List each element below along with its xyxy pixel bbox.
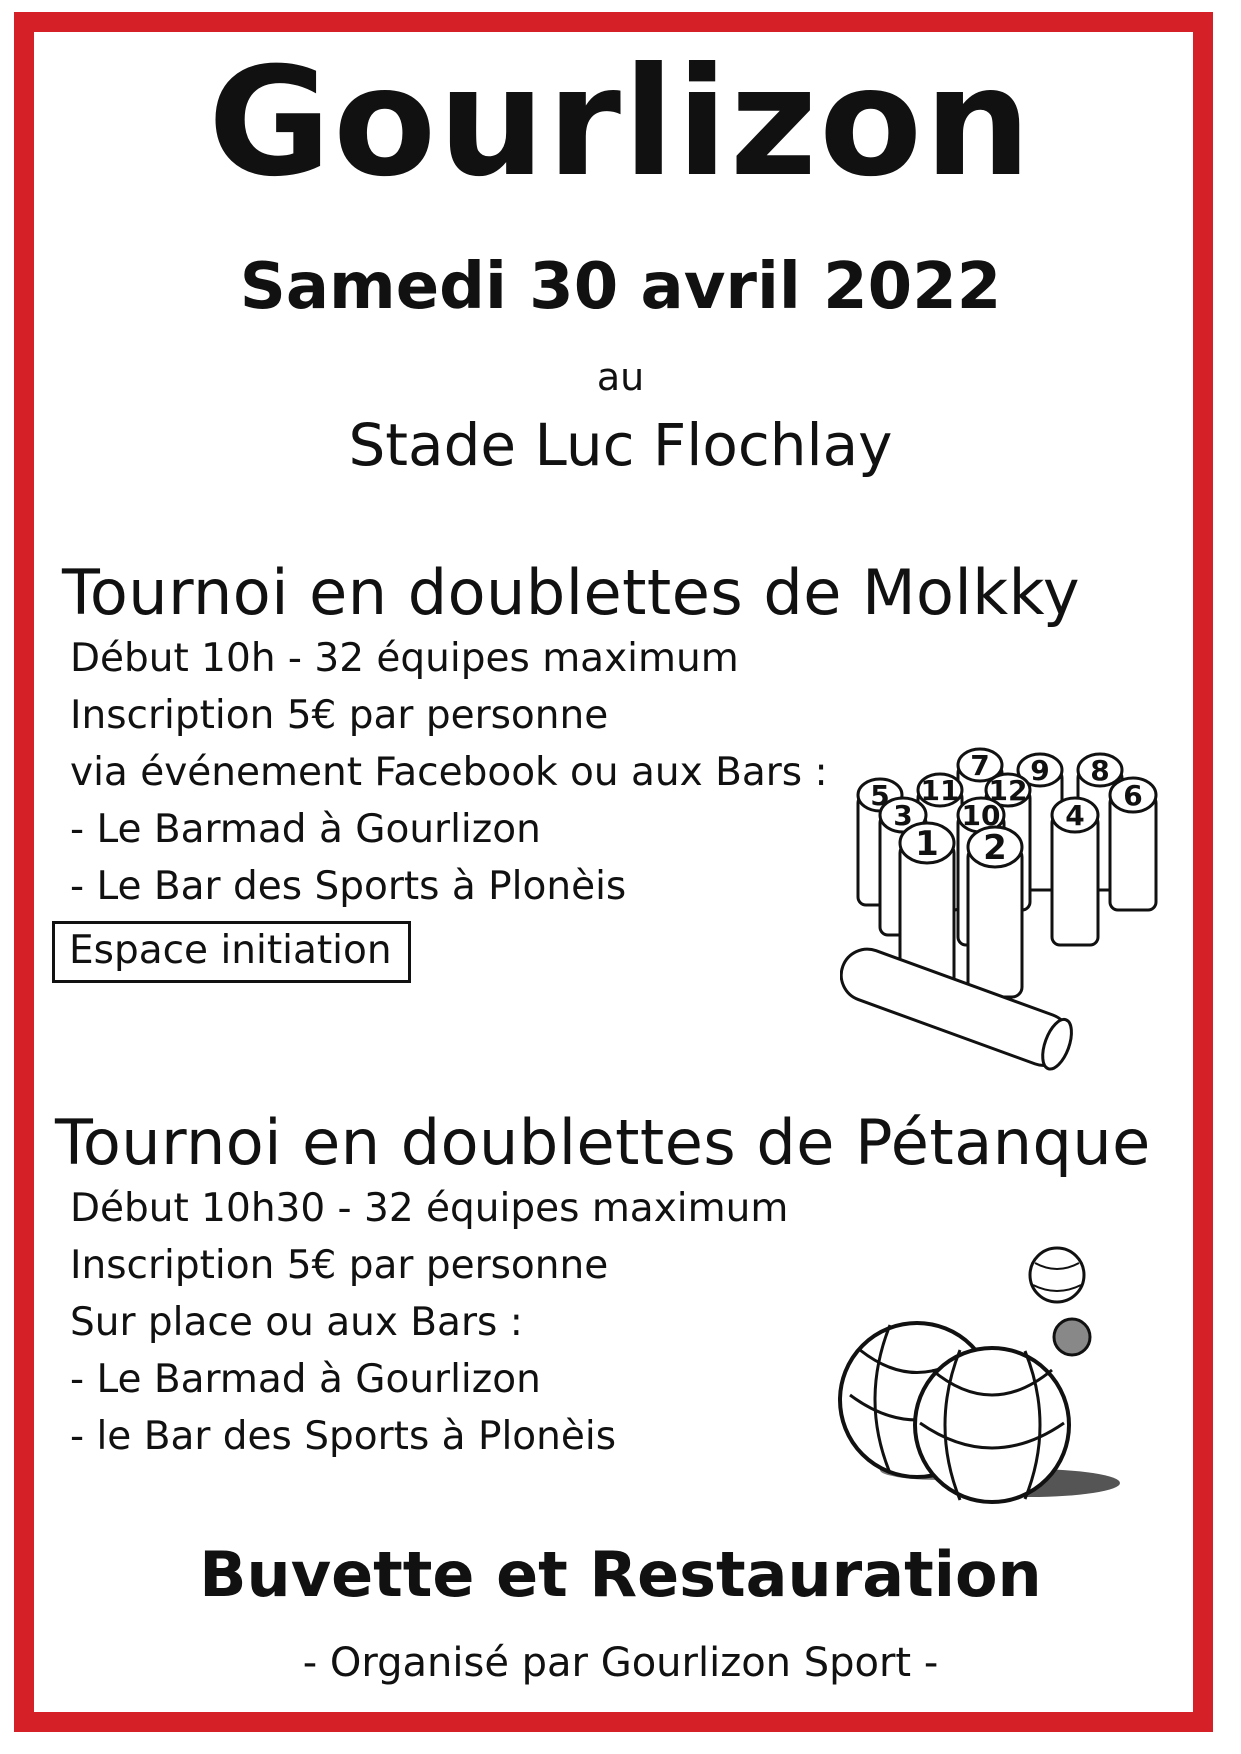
petanque-balls-illustration [820, 1245, 1120, 1505]
initiation-box: Espace initiation [52, 921, 411, 983]
venue-name: Stade Luc Flochlay [348, 411, 893, 479]
organizer-line: - Organisé par Gourlizon Sport - [302, 1640, 939, 1686]
refreshments-heading: Buvette et Restauration [199, 1538, 1042, 1611]
petanque-line-bar-1: - Le Barmad à Gourlizon [70, 1357, 541, 1402]
molkky-heading: Tournoi en doublettes de Molkky [62, 556, 1081, 629]
pin-number: 3 [893, 799, 913, 832]
molkky-line-start: Début 10h - 32 équipes maximum [70, 636, 739, 681]
poster-title: Gourlizon [208, 36, 1033, 210]
petanque-line-start: Début 10h30 - 32 équipes maximum [70, 1186, 789, 1231]
petanque-line-registration: Sur place ou aux Bars : [70, 1300, 523, 1345]
pin-number: 8 [1090, 754, 1110, 787]
molkky-line-fee: Inscription 5€ par personne [70, 693, 609, 738]
petanque-heading: Tournoi en doublettes de Pétanque [55, 1106, 1151, 1179]
pin-number: 2 [983, 828, 1007, 868]
pin-number: 7 [970, 749, 990, 782]
pin-number: 12 [988, 774, 1028, 807]
pin-number: 9 [1030, 754, 1050, 787]
pin-number: 10 [961, 799, 1001, 832]
pin-number: 6 [1123, 779, 1143, 812]
molkky-line-registration: via événement Facebook ou aux Bars : [70, 750, 828, 795]
venue-prefix: au [596, 355, 645, 399]
molkky-line-bar-1: - Le Barmad à Gourlizon [70, 807, 541, 852]
petanque-line-fee: Inscription 5€ par personne [70, 1243, 609, 1288]
molkky-pins-illustration [840, 735, 1190, 1095]
pin-number: 11 [920, 774, 960, 807]
event-date: Samedi 30 avril 2022 [239, 250, 1002, 324]
pin-number: 5 [870, 779, 890, 812]
molkky-line-bar-2: - Le Bar des Sports à Plonèis [70, 864, 627, 909]
petanque-line-bar-2: - le Bar des Sports à Plonèis [70, 1414, 617, 1459]
pin-number: 4 [1065, 799, 1085, 832]
pin-number: 1 [915, 824, 939, 864]
